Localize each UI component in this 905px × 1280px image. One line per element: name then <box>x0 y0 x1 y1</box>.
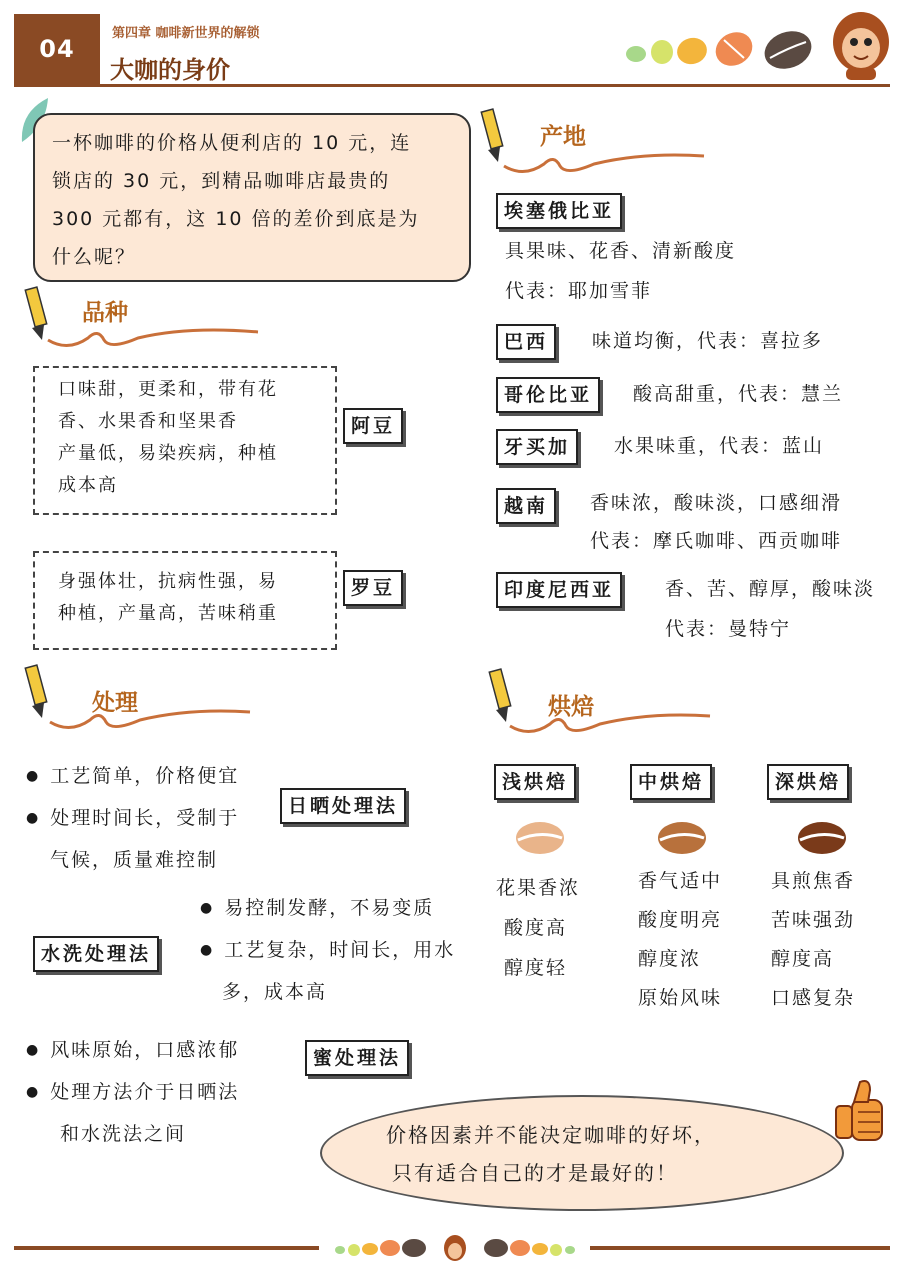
origin-vietnam-desc: 香味浓，酸味淡，口感细滑 <box>590 492 843 514</box>
arabica-line: 口味甜，更柔和，带有花 <box>58 379 278 400</box>
roast-note: 口感复杂 <box>771 987 856 1009</box>
arabica-line: 成本高 <box>58 475 118 496</box>
roast-note: 花果香浓 <box>496 877 581 899</box>
header-divider <box>14 84 890 87</box>
chapter-name: 第四章 咖啡新世界的解锁 <box>112 26 260 41</box>
tip-line-1: 价格因素并不能决定咖啡的好坏， <box>386 1123 716 1147</box>
origin-tag-ethiopia: 埃塞俄比亚 <box>496 193 622 229</box>
intro-line: 什么呢？ <box>52 246 137 268</box>
robusta-tag: 罗豆 <box>343 570 403 606</box>
origin-colombia-desc: 酸高甜重，代表：慧兰 <box>633 383 844 405</box>
washed-process-tag: 水洗处理法 <box>33 936 159 972</box>
roast-note: 香气适中 <box>638 870 723 892</box>
robusta-line: 种植，产量高，苦味稍重 <box>58 603 278 624</box>
medium-roast-bean-icon <box>656 820 708 856</box>
washed-process-list <box>200 888 490 1012</box>
monkey-mascot-icon <box>826 4 896 84</box>
roast-note: 醇度浓 <box>638 948 702 970</box>
arabica-text <box>58 374 328 502</box>
swirl-underline <box>38 318 268 358</box>
origin-indonesia-desc: 香、苦、醇厚，酸味淡 <box>665 578 876 600</box>
origin-tag-colombia: 哥伦比亚 <box>496 377 600 413</box>
thumbs-up-icon <box>830 1076 890 1146</box>
roast-note: 醇度轻 <box>504 957 568 979</box>
roast-note: 原始风味 <box>638 987 723 1009</box>
footer-decoration <box>330 1232 580 1268</box>
roast-dark-tag: 深烘焙 <box>767 764 849 800</box>
robusta-text <box>58 566 328 630</box>
roast-note: 苦味强劲 <box>771 909 856 931</box>
footer-divider-left <box>14 1246 319 1250</box>
arabica-line: 香、水果香和坚果香 <box>58 411 238 432</box>
intro-text <box>52 124 462 276</box>
origin-vietnam-rep: 代表：摩氏咖啡、西贡咖啡 <box>590 530 843 552</box>
dark-roast-bean-icon <box>796 820 848 856</box>
medium-roast-notes <box>638 862 722 1018</box>
light-roast-notes <box>496 868 580 988</box>
origin-tag-brazil: 巴西 <box>496 324 556 360</box>
honey-process-tag: 蜜处理法 <box>305 1040 409 1076</box>
arabica-tag: 阿豆 <box>343 408 403 444</box>
swirl-underline <box>40 700 260 740</box>
section-title-origins: 产地 <box>540 124 586 150</box>
list-item: ● 处理时间长，受制于 <box>26 798 286 840</box>
swirl-underline <box>500 704 720 744</box>
origin-tag-jamaica: 牙买加 <box>496 429 578 465</box>
origin-tag-vietnam: 越南 <box>496 488 556 524</box>
origin-tag-indonesia: 印度尼西亚 <box>496 572 622 608</box>
footer-divider-right <box>590 1246 890 1250</box>
light-roast-bean-icon <box>514 820 566 856</box>
page-title: 大咖的身价 <box>110 56 230 84</box>
intro-line: 300 元都有，这 10 倍的差价到底是为 <box>52 208 420 230</box>
chapter-number-badge: 04 <box>14 14 100 84</box>
roast-note: 具煎焦香 <box>771 870 856 892</box>
list-item: ● 处理方法介于日晒法 <box>26 1072 306 1114</box>
roast-light-tag: 浅烘焙 <box>494 764 576 800</box>
section-title-processing: 处理 <box>92 690 138 716</box>
roast-note: 酸度明亮 <box>638 909 723 931</box>
origin-brazil-desc: 味道均衡，代表：喜拉多 <box>592 330 824 352</box>
list-item: 多，成本高 <box>222 981 328 1003</box>
list-item: 气候，质量难控制 <box>50 849 219 871</box>
intro-line: 锁店的 30 元，到精品咖啡店最贵的 <box>52 170 391 192</box>
list-item: ● 工艺复杂，时间长，用水 <box>200 930 490 972</box>
origin-ethiopia-desc: 具果味、花香、清新酸度 <box>505 240 737 262</box>
list-item: ● 工艺简单，价格便宜 <box>26 756 286 798</box>
arabica-line: 产量低，易染疾病，种植 <box>58 443 278 464</box>
roast-note: 醇度高 <box>771 948 835 970</box>
tip-line-2: 只有适合自己的才是最好的！ <box>392 1161 678 1185</box>
section-title-varieties: 品种 <box>82 300 128 326</box>
origin-jamaica-desc: 水果味重，代表：蓝山 <box>614 435 825 457</box>
sun-process-list <box>26 756 286 880</box>
roast-medium-tag: 中烘焙 <box>630 764 712 800</box>
origin-indonesia-rep: 代表：曼特宁 <box>665 618 792 640</box>
list-item: 和水洗法之间 <box>60 1123 187 1145</box>
swirl-underline <box>494 144 714 184</box>
honey-process-list <box>26 1030 306 1154</box>
robusta-line: 身强体壮，抗病性强，易 <box>58 571 278 592</box>
section-title-roasting: 烘焙 <box>548 694 594 720</box>
origin-ethiopia-rep: 代表：耶加雪菲 <box>505 280 653 302</box>
list-item: ● 易控制发酵，不易变质 <box>200 888 490 930</box>
roast-note: 酸度高 <box>504 917 568 939</box>
sun-process-tag: 日晒处理法 <box>280 788 406 824</box>
dark-roast-notes <box>771 862 855 1018</box>
list-item: ● 风味原始，口感浓郁 <box>26 1030 306 1072</box>
coffee-beans-decoration <box>620 26 820 76</box>
intro-line: 一杯咖啡的价格从便利店的 10 元，连 <box>52 132 412 154</box>
